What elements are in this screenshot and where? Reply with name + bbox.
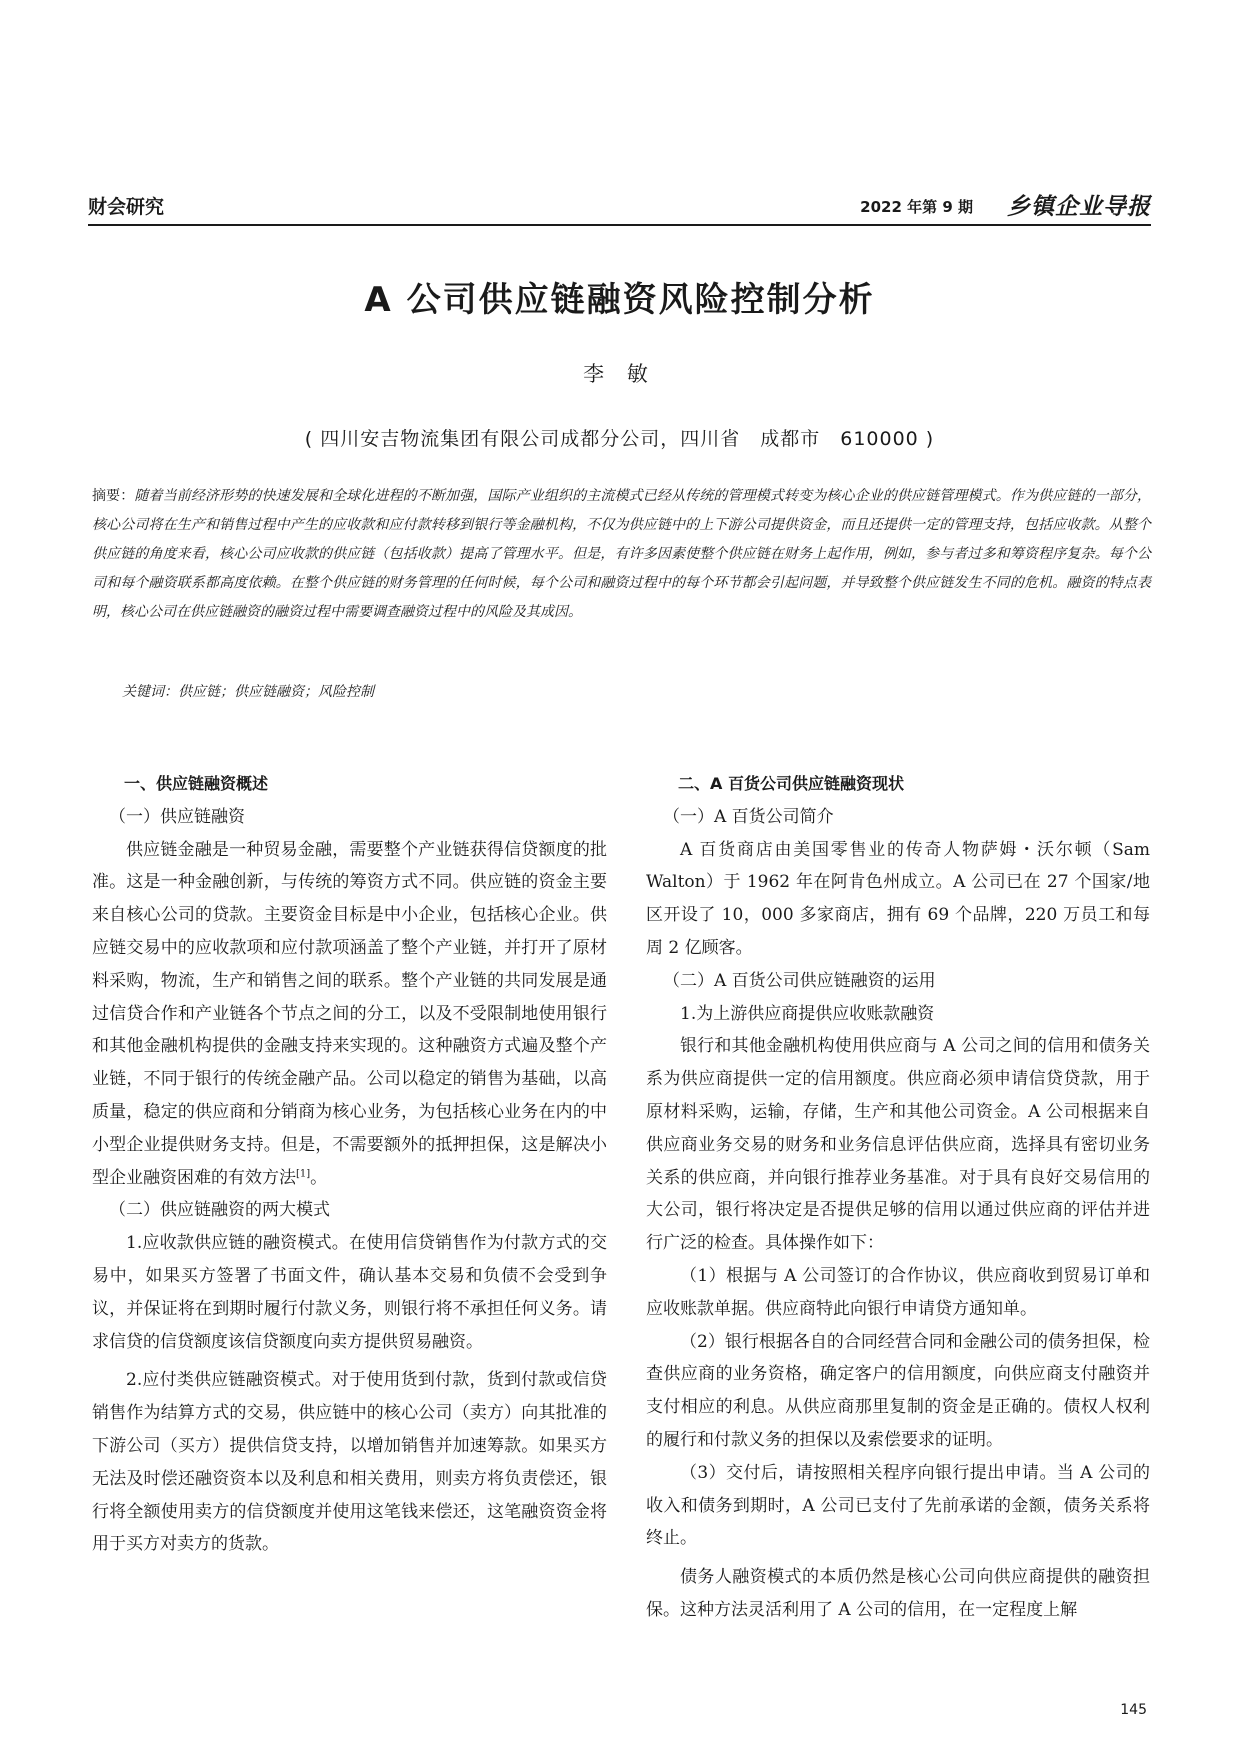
author-affiliation: ( 四川安吉物流集团有限公司成都分公司，四川省 成都市 610000 )	[304, 428, 935, 450]
section-heading: 一、供应链融资概述	[124, 774, 269, 793]
body-paragraph: 银行和其他金融机构使用供应商与 A 公司之间的信用和债务关系为供应商提供一定的信用额度。供应商必须申请信贷贷款，用于原材料采购，运输，存储，生产和其他公司资金。A 公司根据来自供应商业务交易的财务和业务信息评估供应商，选择具有密切业务关系的供应商，并向银行推荐业务基准。对于具有良好交易信用的大公司，银行将决定是否提供足够的信用以通过供应商的评估并进行广泛的检查。具体操作如下：	[646, 1036, 1150, 1254]
body-paragraph: 2.应付类供应链融资模式。对于使用货到付款，货到付款或信贷销售作为结算方式的交易，供应链中的核心公司（卖方）向其批准的下游公司（买方）提供信贷支持，以增加销售并加速筹款。如果买方无法及时偿还融资资本以及利息和相关费用，则卖方将负责偿还，银行将全额使用卖方的信贷额度并使用这笔钱来偿还，这笔融资资金将用于买方对卖方的货款。	[92, 1370, 607, 1555]
body-paragraph: 1.应收款供应链的融资模式。在使用信贷销售作为付款方式的交易中，如果买方签署了书面文件，确认基本交易和负债不会受到争议，并保证将在到期时履行付款义务，则银行将不承担任何义务。请求信贷的信贷额度该信贷额度向卖方提供贸易融资。	[92, 1233, 607, 1352]
section-heading: 二、A 百货公司供应链融资现状	[678, 774, 904, 793]
abstract-text: 随着当前经济形势的快速发展和全球化进程的不断加强，国际产业组织的主流模式已经从传统的管理模式转变为核心企业的供应链管理模式。作为供应链的一部分，核心公司将在生产和销售过程中产生的应收款和应付款转移到银行等金融机构，不仅为供应链中的上下游公司提供资金，而且还提供一定的管理支持，包括应收款。从整个供应链的角度来看，核心公司应收款的供应链（包括收款）提高了管理水平。但是，有许多因素使整个供应链在财务上起作用，例如，参与者过多和筹资程序复杂。每个公司和每个融资联系都高度依赖。在整个供应链的财务管理的任何时候，每个公司和融资过程中的每个环节都会引起问题，并导致整个供应链发生不同的危机。融资的特点表明，核心公司在供应链融资的融资过程中需要调查融资过程中的风险及其成因。	[92, 488, 1152, 620]
author-name: 李 敏	[583, 362, 656, 386]
paragraph-end: 。	[310, 1167, 328, 1188]
keywords	[122, 681, 374, 701]
article-title: A 公司供应链融资风险控制分析	[364, 280, 875, 320]
paragraph-text: 供应链金融是一种贸易金融，需要整个产业链获得信贷额度的批准。这是一种金融创新，与传统的筹资方式不同。供应链的资金主要来自核心公司的贷款。主要资金目标是中小企业，包括核心企业。供应链交易中的应收款项和应付款项涵盖了整个产业链，并打开了原材料采购，物流，生产和销售之间的联系。整个产业链的共同发展是通过信贷合作和产业链各个节点之间的分工，以及不受限制地使用银行和其他金融机构提供的金融支持来实现的。这种融资方式遍及整个产业链，不同于银行的传统金融产品。公司以稳定的销售为基础，以高质量，稳定的供应商和分销商为核心业务，为包括核心业务在内的中小型企业提供财务支持。但是，不需要额外的抵押担保，这是解决小型企业融资困难的有效方法	[92, 839, 607, 1188]
body-paragraph: A 百货商店由美国零售业的传奇人物萨姆・沃尔顿（Sam Walton）于 1962 年在阿肯色州成立。A 公司已在 27 个国家/地区开设了 10，000 多家商店，拥有 69 个品牌，220 万员工和每周 2 亿顾客。	[646, 839, 1150, 958]
abstract-label: 摘要：	[92, 488, 135, 504]
keywords-text: 供应链；供应链融资；风险控制	[178, 684, 374, 700]
subsection-heading: （二）供应链融资的两大模式	[109, 1200, 330, 1221]
citation-ref: [1]	[296, 1167, 311, 1179]
body-paragraph	[92, 834, 607, 1195]
right-column	[646, 768, 1150, 1627]
body-paragraph: 债务人融资模式的本质仍然是核心公司向供应商提供的融资担保。这种方法灵活利用了 A 公司的信用，在一定程度上解	[646, 1567, 1150, 1620]
body-paragraph: （2）银行根据各自的合同经营合同和金融公司的债务担保，检查供应商的业务资格，确定客户的信用额度，向供应商支付融资并支付相应的利息。从供应商那里复制的资金是正确的。债权人权利的履行和付款义务的担保以及索偿要求的证明。	[646, 1331, 1150, 1450]
subsection-heading: （一）供应链融资	[109, 806, 245, 827]
left-column	[92, 768, 607, 1561]
journal-logo: 乡镇企业导报	[1007, 194, 1151, 220]
abstract	[92, 482, 1151, 627]
keywords-label: 关键词：	[122, 684, 178, 700]
subsection-heading: （二）A 百货公司供应链融资的运用	[663, 970, 936, 991]
sub-subsection-heading: 1.为上游供应商提供应收账款融资	[680, 1003, 935, 1024]
body-paragraph: （1）根据与 A 公司签订的合作协议，供应商收到贸易订单和应收账款单据。供应商特此向银行申请贷方通知单。	[646, 1265, 1150, 1319]
issue-number: 2022 年第 9 期	[860, 198, 973, 216]
body-paragraph: （3）交付后，请按照相关程序向银行提出申请。当 A 公司的收入和债务到期时，A 公司已支付了先前承诺的金额，债务关系将终止。	[646, 1462, 1150, 1549]
section-name: 财会研究	[88, 196, 165, 218]
subsection-heading: （一）A 百货公司简介	[663, 806, 834, 827]
page-number: 145	[1120, 1702, 1147, 1718]
running-header	[88, 188, 1151, 226]
